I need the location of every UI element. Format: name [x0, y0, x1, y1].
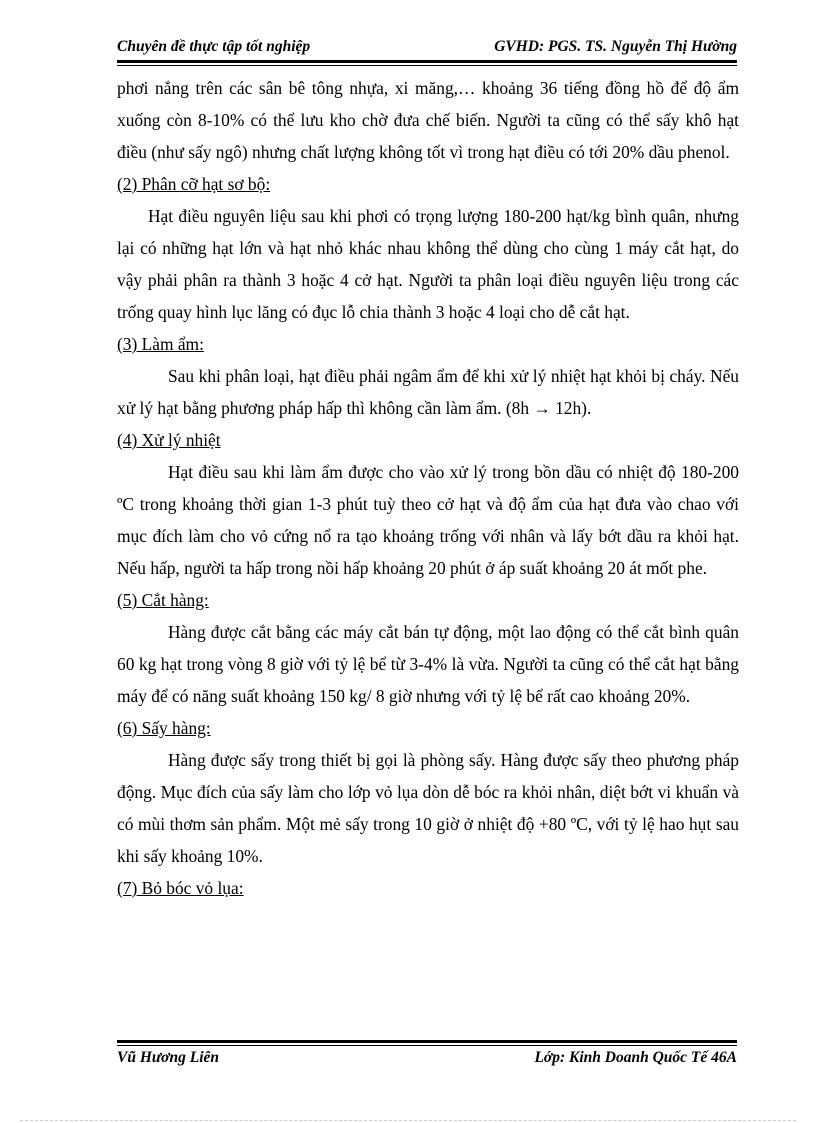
paragraph-moistening: Sau khi phân loại, hạt điều phải ngâm ẩm để khi xử lý nhiệt hạt khỏi bị cháy. Nếu xử lý hạt bằng phương pháp hấp thì không cần làm ẩm. (8h → 12h).: [117, 366, 739, 418]
footer-rule-thin: [117, 1045, 737, 1046]
page-footer: [117, 1049, 737, 1071]
section-heading-heat-treatment: (4) Xử lý nhiệt: [117, 430, 221, 450]
page-edge-divider: [20, 1120, 796, 1121]
footer-author: Vũ Hương Liên: [117, 1049, 220, 1066]
section-heading-drying: (6) Sấy hàng:: [117, 718, 211, 738]
header-rule-thick: [117, 60, 737, 63]
section-heading-moistening: (3) Làm ẩm:: [117, 334, 204, 354]
section-heading-peeling: (7) Bỏ bóc vỏ lụa:: [117, 878, 244, 898]
section-heading-cutting: (5) Cắt hàng:: [117, 590, 209, 610]
document-body: [117, 72, 739, 904]
page-header: [117, 36, 737, 58]
section-heading-sizing: (2) Phân cỡ hạt sơ bộ:: [117, 174, 271, 194]
paragraph-drying-continued: phơi nắng trên các sân bê tông nhựa, xi măng,… khoảng 36 tiếng đồng hồ để độ ẩm xuống còn 8-10% có thể lưu kho chờ đưa chế biến. Người ta cũng có thể sấy khô hạt điều (như sấy ngô) nhưng chất lượng không tốt vì trong hạt điều có tới 20% dầu phenol.: [117, 78, 739, 162]
paragraph-heat-treatment: Hạt điều sau khi làm ẩm được cho vào xử lý trong bồn dầu có nhiệt độ 180-200 ºC trong khoảng thời gian 1-3 phút tuỳ theo cở hạt và độ ẩm của hạt đưa vào chao với mục đích làm cho vỏ cứng nổ ra tạo khoảng trống với nhân và lấy bớt dầu ra khỏi hạt. Nếu hấp, người ta hấp trong nồi hấp khoảng 20 phút ở áp suất khoảng 20 át mốt phe.: [117, 462, 739, 578]
paragraph-sizing: Hạt điều nguyên liệu sau khi phơi có trọng lượng 180-200 hạt/kg bình quân, nhưng lại có những hạt lớn và hạt nhỏ khác nhau không thể dùng cho cùng 1 máy cắt hạt, do vậy phải phân ra thành 3 hoặc 4 cở hạt. Người ta phân loại điều nguyên liệu trong các trống quay hình lục lăng có đục lỗ chia thành 3 hoặc 4 loại cho dễ cắt hạt.: [117, 206, 739, 322]
header-supervisor: GVHD: PGS. TS. Nguyễn Thị Hường: [494, 38, 737, 55]
paragraph-cutting: Hàng được cắt bằng các máy cắt bán tự động, một lao động có thể cắt bình quân 60 kg hạt trong vòng 8 giờ với tỷ lệ bể từ 3-4% là vừa. Người ta cũng có thể cắt hạt bằng máy để có năng suất khoảng 150 kg/ 8 giờ nhưng với tỷ lệ bể rất cao khoảng 20%.: [117, 622, 739, 706]
footer-class: Lớp: Kinh Doanh Quốc Tế 46A: [534, 1049, 737, 1066]
header-rule-thin: [117, 65, 737, 66]
footer-rule-thick: [117, 1040, 737, 1043]
paragraph-drying: Hàng được sấy trong thiết bị gọi là phòng sấy. Hàng được sấy theo phương pháp động. Mục đích của sấy làm cho lớp vỏ lụa dòn dễ bóc ra khỏi nhân, diệt bớt vi khuẩn và có mùi thơm sản phẩm. Một mẻ sấy trong 10 giờ ở nhiệt độ +80 ºC, với tỷ lệ hao hụt sau khi sấy khoảng 10%.: [117, 750, 739, 866]
header-document-title: Chuyên đề thực tập tốt nghiệp: [117, 38, 311, 55]
